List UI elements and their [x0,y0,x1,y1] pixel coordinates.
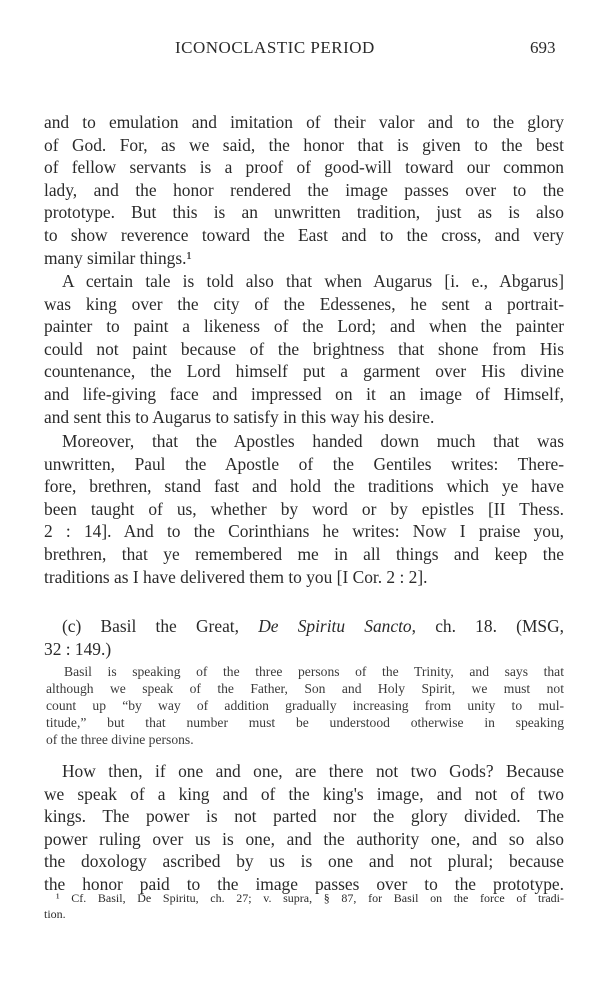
paragraph-4 [44,760,564,896]
text-line: countenance, the Lord himself put a garment over His divine [44,361,564,382]
text-line: How then, if one and one, are there not two Gods? Because [62,761,564,781]
text-line: the honor paid to the image passes over to the prototype. [44,873,564,894]
page-number: 693 [530,38,556,57]
text-line: lady, and the honor rendered the image passes over to the [44,179,564,200]
text-line: although we speak of the Father, Son and Holy Spirit, we must not [46,681,564,696]
paragraph-3 [44,430,564,588]
work-title: De Spiritu Sancto [258,616,412,636]
section-label: (c) [62,616,82,636]
text-line: and sent this to Augarus to satisfy in this way his desire. [44,406,435,427]
text-line: unwritten, Paul the Apostle of the Gentiles writes: There- [44,453,564,474]
footnote: ¹ Cf. Basil, De Spiritu, ch. 27; v. supra, § 87, for Basil on the force of tradi- tion. [44,891,564,921]
section-c-heading: (c) Basil the Great, De Spiritu Sancto, ch. 18. (MSG, 32 : 149.) [44,616,564,659]
text-line: of fellow servants is a proof of good-will toward our common [44,157,564,178]
text-line: A certain tale is told also that when Augarus [i. e., Abgarus] [62,271,564,291]
text-line: Basil is speaking of the three persons of the Trinity, and says that [64,664,564,679]
text-line: and to emulation and imitation of their valor and to the glory [44,112,564,132]
text-line: of the three divine persons. [46,732,194,747]
text-line: the doxology ascribed by us is one and not plural; because [44,851,564,872]
text-line: was king over the city of the Edessenes, he sent a portrait- [44,293,564,314]
text-line: prototype. But this is an unwritten tradition, just as is also [44,202,564,223]
text-line: titude,” but that number must be understood otherwise in speaking [46,715,564,730]
text-line: many similar things.¹ [44,247,192,268]
text-line: fore, brethren, stand fast and hold the traditions which ye have [44,476,564,497]
paragraph-2 [44,270,564,428]
text-line: been taught of us, whether by word or by epistles [II Thess. [44,498,564,519]
paragraph-1 [44,111,564,269]
text-line: 2 : 14]. And to the Corinthians he writes: Now I praise you, [44,521,564,542]
text-line: of God. For, as we said, the honor that is given to the best [44,134,564,155]
text-line: painter to paint a likeness of the Lord; and when the painter [44,316,564,337]
text-line: could not paint because of the brightness that shone from His [44,338,564,359]
text-line: we speak of a king and of the king's image, and not of two [44,783,564,804]
text-line: to show reverence toward the East and to the cross, and very [44,224,564,245]
text-line: kings. The power is not parted nor the glory divided. The [44,806,564,827]
summary-note [46,663,564,748]
running-title: ICONOCLASTIC PERIOD [175,38,375,57]
text-line: Moreover, that the Apostles handed down much that was [62,431,564,451]
text-line: power ruling over us is one, and the authority one, and so also [44,828,564,849]
text-line: and life-giving face and impressed on it an image of Himself, [44,383,564,404]
text-line: brethren, that ye remembered me in all things and keep the [44,543,564,564]
text-line: count up “by way of addition gradually increasing from unity to mul- [46,698,564,713]
text-line: traditions as I have delivered them to you [I Cor. 2 : 2]. [44,566,428,587]
